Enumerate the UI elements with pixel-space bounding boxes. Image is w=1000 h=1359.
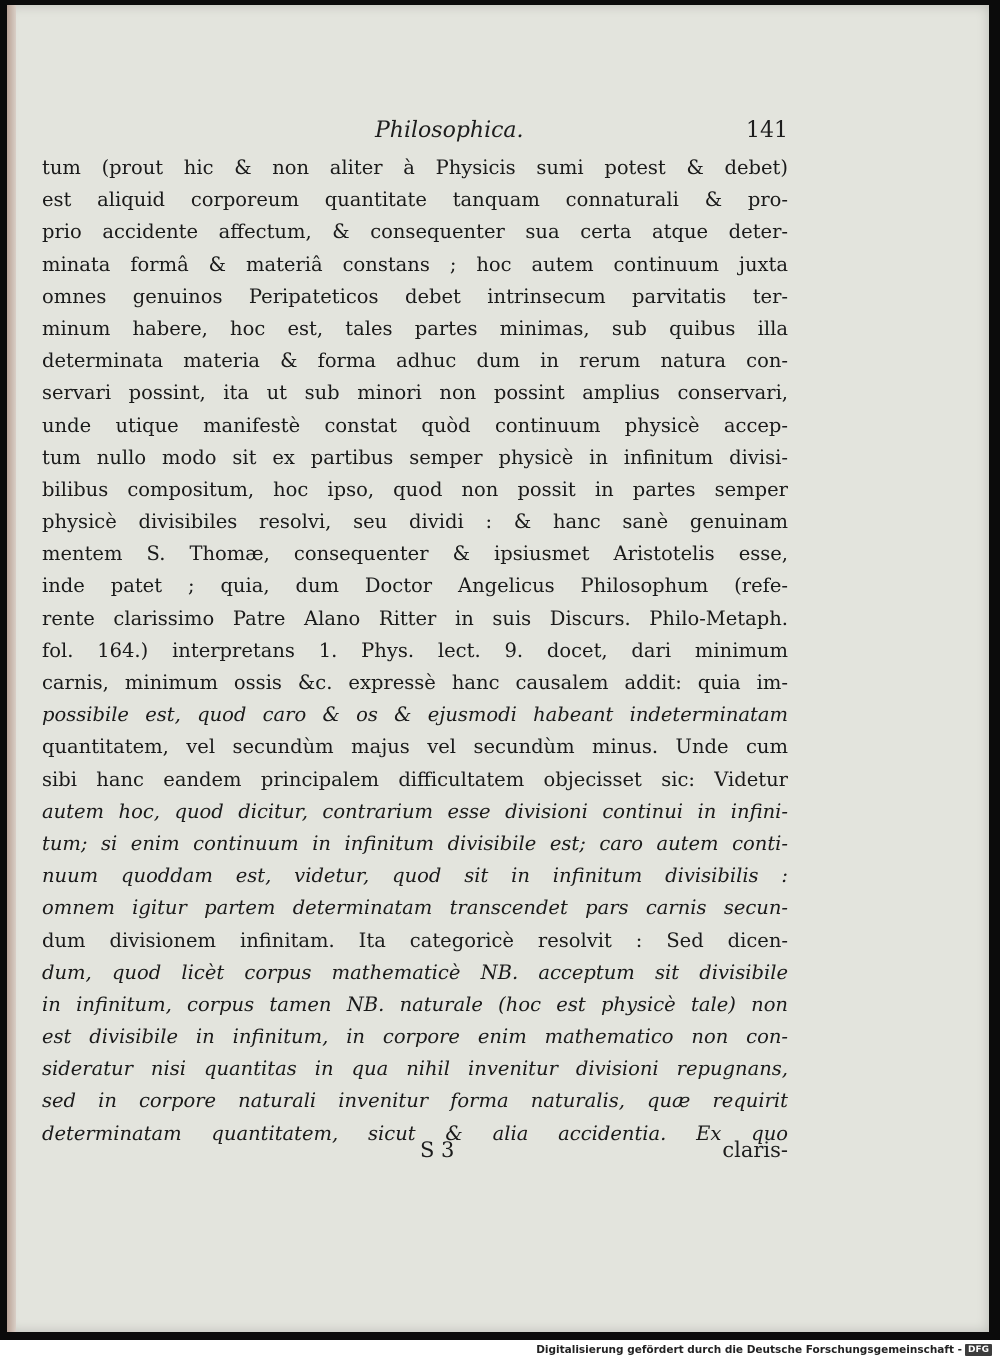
page-header xyxy=(40,118,788,148)
text-line: est aliquid corporeum quantitate tanquam connaturali & pro- xyxy=(42,188,788,212)
body-text xyxy=(42,152,788,1150)
text-line: tum (prout hic & non aliter à Physicis sumi potest & debet) xyxy=(42,156,788,179)
page-footer xyxy=(42,1138,788,1168)
text-line: sideratur nisi quantitas in qua nihil invenitur divisioni repugnans, xyxy=(42,1057,788,1081)
text-line: est divisibile in infinitum, in corpore enim mathematico non con- xyxy=(42,1025,788,1049)
text-line: bilibus compositum, hoc ipso, quod non possit in partes semper xyxy=(42,477,788,501)
text-line: quantitatem, vel secundùm majus vel secundùm minus. Unde cum xyxy=(42,735,788,759)
text-line: autem hoc, quod dicitur, contrarium esse divisioni continui in infini- xyxy=(42,799,788,823)
signature-mark: S 3 xyxy=(420,1138,455,1162)
text-line: minum habere, hoc est, tales partes minimas, sub quibus illa xyxy=(42,316,788,340)
text-line: fol. 164.) interpretans 1. Phys. lect. 9. docet, dari minimum xyxy=(42,638,788,662)
text-line: determinatam quantitatem, sicut & alia accidentia. Ex quo xyxy=(42,1121,788,1145)
text-line: omnem igitur partem determinatam transcendet pars carnis secun- xyxy=(42,896,788,920)
text-line: determinata materia & forma adhuc dum in rerum natura con- xyxy=(42,349,788,373)
running-head: Philosophica. xyxy=(375,118,524,143)
digitization-credit xyxy=(0,1340,1000,1359)
text-line: servari possint, ita ut sub minori non possint amplius conservari, xyxy=(42,381,788,405)
text-line: sed in corpore naturali invenitur forma naturalis, quæ requirit xyxy=(42,1089,788,1113)
text-line: tum; si enim continuum in infinitum divisibile est; caro autem conti- xyxy=(42,831,788,855)
text-line: physicè divisibiles resolvi, seu dividi : & hanc sanè genuinam xyxy=(42,510,788,534)
text-line: possibile est, quod caro & os & ejusmodi habeant indeterminatam xyxy=(42,703,788,727)
text-line: omnes genuinos Peripateticos debet intrinsecum parvitatis ter- xyxy=(42,284,788,308)
text-line: sibi hanc eandem principalem difficultatem objecisset sic: Videtur xyxy=(42,767,788,791)
catchword: claris- xyxy=(722,1138,788,1162)
text-line: minata formâ & materiâ constans ; hoc autem continuum juxta xyxy=(42,252,788,276)
page-number: 141 xyxy=(746,118,788,143)
text-line: tum nullo modo sit ex partibus semper physicè in infinitum divisi- xyxy=(42,445,788,469)
text-line: mentem S. Thomæ, consequenter & ipsiusmet Aristotelis esse, xyxy=(42,542,788,566)
text-line: rente clarissimo Patre Alano Ritter in suis Discurs. Philo-Metaph. xyxy=(42,606,788,630)
text-line: nuum quoddam est, videtur, quod sit in infinitum divisibilis : xyxy=(42,864,788,888)
text-line: carnis, minimum ossis &c. expressè hanc causalem addit: quia im- xyxy=(42,671,788,694)
text-line: in infinitum, corpus tamen NB. naturale (hoc est physicè tale) non xyxy=(42,992,788,1016)
text-line: prio accidente affectum, & consequenter sua certa atque deter- xyxy=(42,220,788,244)
text-line: dum, quod licèt corpus mathematicè NB. acceptum sit divisibile xyxy=(42,960,788,984)
text-line: inde patet ; quia, dum Doctor Angelicus Philosophum (refe- xyxy=(42,574,788,598)
text-line: unde utique manifestè constat quòd continuum physicè accep- xyxy=(42,413,788,437)
text-line: dum divisionem infinitam. Ita categoricè resolvit : Sed dicen- xyxy=(42,928,788,952)
dfg-logo: DFG xyxy=(965,1344,992,1356)
credit-text: Digitalisierung gefördert durch die Deutsche Forschungsgemeinschaft - xyxy=(536,1343,962,1356)
page-binding-edge xyxy=(7,5,16,1332)
